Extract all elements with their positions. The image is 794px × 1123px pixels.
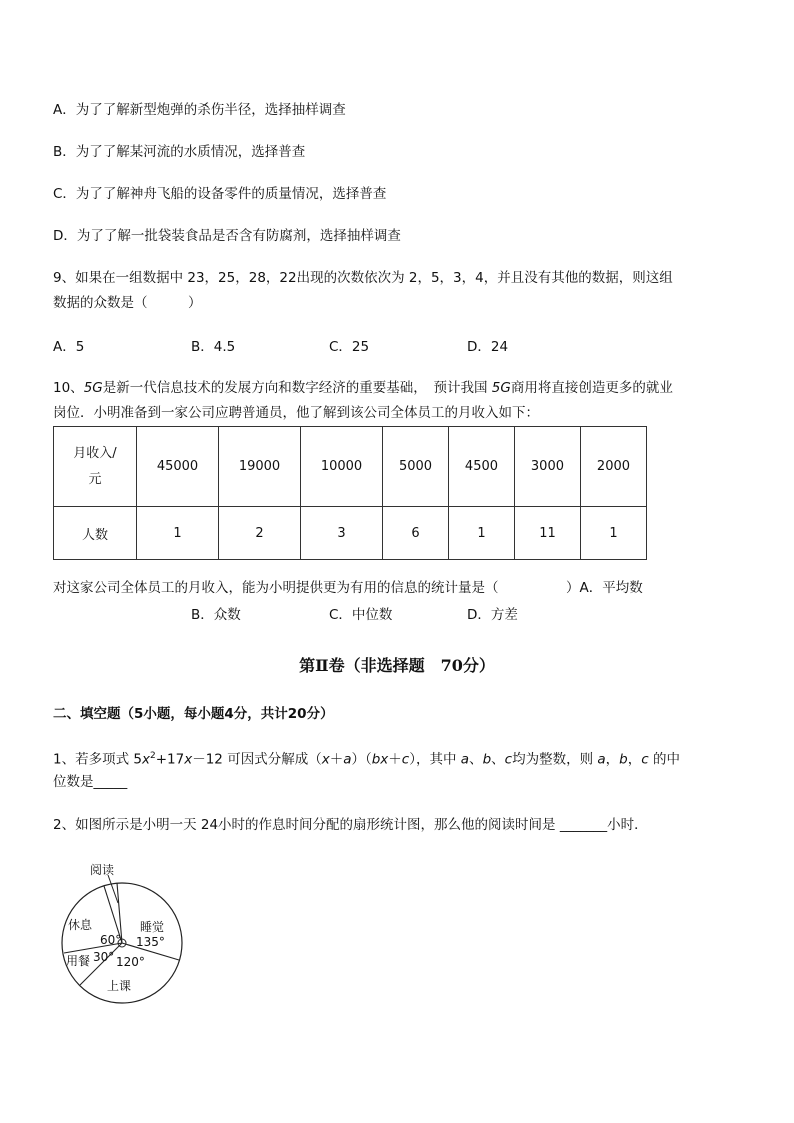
count-cell: 6: [383, 507, 449, 560]
table-row-income: [54, 427, 647, 507]
angle-sleep: 135°: [136, 935, 165, 949]
q9-stem-line2: 数据的众数是（ ）: [53, 295, 202, 311]
section-title: 第Ⅱ卷（非选择题 70分）: [299, 656, 495, 675]
angle-meal: 30°: [93, 950, 115, 964]
income-cell: 10000: [301, 427, 383, 507]
q9-option-d: D．24: [467, 339, 509, 355]
fill-in-heading: 二、填空题（5小题，每小题4分，共计20分）: [53, 706, 334, 722]
count-cell: 11: [514, 507, 580, 560]
q10-option-b: B．众数: [191, 607, 241, 623]
q9-stem-line1: 9、如果在一组数据中 23，25，28，22出现的次数依次为 2，5，3，4，并且没有其他的数据，则这组: [53, 270, 673, 286]
label-meal: 用餐: [66, 954, 91, 968]
angle-class: 120°: [116, 955, 145, 969]
fill-q2-line: 2、如图所示是小明一天 24小时的作息时间分配的扇形统计图，那么他的阅读时间是 _______小时．: [53, 817, 648, 833]
income-cell: 2000: [580, 427, 646, 507]
count-header-cell: 人数: [54, 507, 137, 560]
label-class: 上课: [107, 979, 132, 993]
income-cell: 5000: [383, 427, 449, 507]
count-cell: 2: [219, 507, 301, 560]
income-cell: 19000: [219, 427, 301, 507]
q10-option-d: D．方差: [467, 607, 518, 623]
q8-option-d: D．为了了解一批袋装食品是否含有防腐剂，选择抽样调查: [53, 228, 401, 244]
angle-rest: 60°: [100, 933, 122, 947]
income-table: [53, 426, 647, 560]
q10-option-c: C．中位数: [329, 607, 393, 623]
fill-q1-line1: 1、若多项式 $5x^2+17x-12$ 可因式分解成（x＋a）（bx＋c），其中 a、b、c均为整数，则 a，b，c 的中: [53, 751, 680, 768]
income-cell: 4500: [448, 427, 514, 507]
count-cell: 1: [580, 507, 646, 560]
pie-chart-svg: [60, 855, 200, 1015]
q10-stem-line2: 岗位．小明准备到一家公司应聘普通员，他了解到该公司全体员工的月收入如下：: [53, 405, 539, 421]
fill-q1-line2: 位数是_____: [53, 774, 128, 790]
q8-option-b: B．为了了解某河流的水质情况，选择普查: [53, 144, 306, 160]
income-cell: 45000: [137, 427, 219, 507]
q10-stem-line3: 对这家公司全体员工的月收入，能为小明提供更为有用的信息的统计量是（ ）A．平均数: [53, 580, 643, 596]
count-cell: 3: [301, 507, 383, 560]
count-cell: 1: [137, 507, 219, 560]
label-reading: 阅读: [90, 863, 115, 877]
q9-option-a: A．5: [53, 339, 85, 355]
q9-option-b: B．4.5: [191, 339, 236, 355]
q8-option-a: A．为了了解新型炮弹的杀伤半径，选择抽样调查: [53, 102, 346, 118]
reading-pointer: [108, 875, 118, 903]
q9-option-c: C．25: [329, 339, 370, 355]
label-sleep: 睡觉: [140, 920, 165, 934]
table-row-count: [54, 507, 647, 560]
pie-chart-figure: [60, 855, 200, 1015]
label-rest: 休息: [68, 918, 93, 932]
income-cell: 3000: [514, 427, 580, 507]
count-cell: 1: [448, 507, 514, 560]
q10-stem-line1: 10、5G是新一代信息技术的发展方向和数字经济的重要基础， 预计我国 5G商用将直接创造更多的就业: [53, 380, 673, 396]
q8-option-c: C．为了了解神舟飞船的设备零件的质量情况，选择普查: [53, 186, 387, 202]
income-header-cell: 月收入/ 元: [54, 427, 137, 507]
